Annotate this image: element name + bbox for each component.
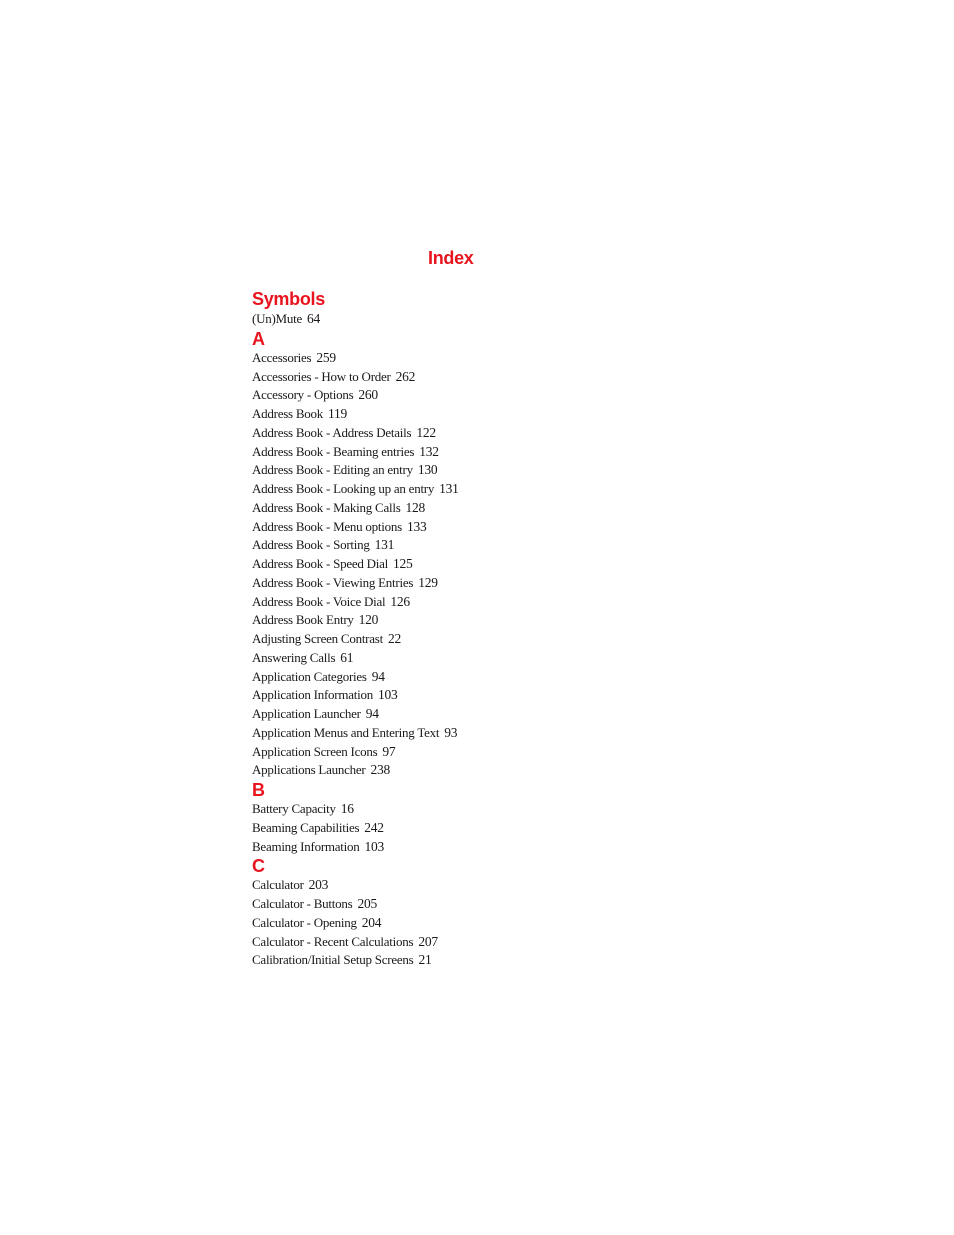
index-entry-term: Application Launcher bbox=[252, 706, 361, 721]
index-entry-term: Address Book - Looking up an entry bbox=[252, 481, 435, 496]
index-entry-term: Accessory - Options bbox=[252, 387, 354, 403]
index-entry-term: Address Book bbox=[252, 406, 324, 421]
index-entry bbox=[252, 914, 672, 933]
index-section-b bbox=[252, 780, 672, 856]
section-heading: B bbox=[252, 780, 265, 800]
index-entry bbox=[252, 593, 672, 612]
index-entry bbox=[252, 499, 672, 518]
index-entry-page: 238 bbox=[370, 762, 391, 778]
index-entry bbox=[252, 349, 672, 368]
index-entry bbox=[252, 424, 672, 443]
index-entry-term: Address Book - Voice Dial bbox=[252, 593, 386, 609]
index-entry-page: 122 bbox=[416, 424, 436, 440]
index-entry bbox=[252, 951, 672, 970]
index-entry-term: Address Book Entry bbox=[252, 612, 354, 628]
index-entry-term: Beaming Capabilities bbox=[252, 819, 360, 835]
index-entry-page: 94 bbox=[371, 668, 385, 684]
index-entry-term: Address Book - Viewing Entries bbox=[252, 574, 414, 590]
index-entry bbox=[252, 819, 672, 838]
index-entry-term: Calculator - Buttons bbox=[252, 896, 353, 911]
index-entry-term: Address Book - Menu options bbox=[252, 518, 402, 534]
index-section-a bbox=[252, 329, 672, 780]
index-entry bbox=[252, 761, 672, 780]
page-title: Index bbox=[428, 248, 474, 268]
index-entry-page: 203 bbox=[308, 877, 329, 893]
index-entry bbox=[252, 443, 672, 462]
index-entry bbox=[252, 705, 672, 724]
section-heading: A bbox=[252, 328, 265, 349]
index-entry bbox=[252, 480, 672, 499]
index-entry bbox=[252, 743, 672, 762]
index-entry-page: 97 bbox=[382, 743, 396, 759]
index-entry bbox=[252, 536, 672, 555]
index-entry-page: 205 bbox=[357, 896, 377, 911]
index-entry-term: Applications Launcher bbox=[252, 762, 366, 778]
index-entry-page: 21 bbox=[418, 952, 432, 968]
index-entry-page: 103 bbox=[377, 687, 398, 703]
index-entry-page: 125 bbox=[393, 556, 413, 571]
index-entry-page: 93 bbox=[444, 724, 458, 740]
index-entry bbox=[252, 686, 672, 705]
index-entry bbox=[252, 310, 672, 329]
index-entry bbox=[252, 368, 672, 387]
index-entry-page: 126 bbox=[390, 593, 410, 609]
index-entry-term: Address Book - Beaming entries bbox=[252, 443, 415, 459]
index-entry-term: Calculator bbox=[252, 877, 304, 893]
index-entry-term: Beaming Information bbox=[252, 838, 360, 854]
index-entry bbox=[252, 724, 672, 743]
index-entry-page: 61 bbox=[340, 649, 354, 665]
index-entry bbox=[252, 518, 672, 537]
index-list bbox=[252, 288, 672, 970]
section-heading: Symbols bbox=[252, 289, 325, 309]
index-entry-page: 130 bbox=[417, 462, 438, 478]
index-entry-page: 207 bbox=[418, 933, 438, 949]
index-entry-term: Calibration/Initial Setup Screens bbox=[252, 952, 414, 968]
index-entry-term: Address Book - Sorting bbox=[252, 537, 370, 553]
index-entry bbox=[252, 933, 672, 952]
index-entry-term: Application Information bbox=[252, 687, 373, 703]
index-entry-page: 129 bbox=[418, 574, 438, 590]
index-entry-term: Address Book - Speed Dial bbox=[252, 556, 389, 571]
index-entry-page: 103 bbox=[364, 838, 385, 854]
index-entry-term: Application Categories bbox=[252, 668, 367, 684]
index-entry-page: 16 bbox=[340, 801, 354, 816]
index-entry bbox=[252, 800, 672, 819]
index-entry-term: Address Book - Making Calls bbox=[252, 499, 401, 515]
index-entry bbox=[252, 386, 672, 405]
index-entry-term: Accessories - How to Order bbox=[252, 368, 391, 384]
index-entry bbox=[252, 630, 672, 649]
index-entry bbox=[252, 649, 672, 668]
index-entry-term: Calculator - Opening bbox=[252, 914, 357, 930]
index-entry bbox=[252, 838, 672, 857]
index-entry bbox=[252, 555, 672, 574]
index-entry-term: Application Screen Icons bbox=[252, 743, 378, 759]
index-entry bbox=[252, 405, 672, 424]
index-entry-term: (Un)Mute bbox=[252, 311, 302, 326]
index-entry-page: 120 bbox=[358, 612, 379, 628]
index-entry-page: 22 bbox=[387, 631, 401, 646]
index-entry-page: 133 bbox=[406, 518, 427, 534]
index-entry-page: 64 bbox=[307, 311, 320, 326]
index-entry-page: 260 bbox=[358, 387, 378, 403]
index-entry-page: 204 bbox=[361, 914, 382, 930]
index-entry-page: 132 bbox=[419, 443, 439, 459]
index-entry bbox=[252, 611, 672, 630]
index-entry bbox=[252, 668, 672, 687]
index-entry-term: Address Book - Address Details bbox=[252, 424, 412, 440]
index-entry-page: 262 bbox=[395, 368, 416, 384]
index-entry-term: Accessories bbox=[252, 349, 312, 365]
index-entry-term: Adjusting Screen Contrast bbox=[252, 631, 383, 646]
section-heading: C bbox=[252, 856, 265, 877]
index-section-symbols bbox=[252, 288, 672, 329]
index-entry bbox=[252, 574, 672, 593]
index-entry-term: Calculator - Recent Calculations bbox=[252, 933, 414, 949]
index-entry bbox=[252, 876, 672, 895]
index-entry-page: 128 bbox=[405, 499, 426, 515]
index-section-c bbox=[252, 856, 672, 970]
index-entry bbox=[252, 895, 672, 914]
index-entry-page: 119 bbox=[328, 406, 348, 421]
index-entry-page: 94 bbox=[365, 706, 379, 721]
index-entry-term: Application Menus and Entering Text bbox=[252, 724, 440, 740]
index-entry-page: 131 bbox=[374, 537, 395, 553]
index-entry-term: Address Book - Editing an entry bbox=[252, 462, 413, 478]
index-entry-page: 259 bbox=[316, 349, 336, 365]
index-entry-page: 131 bbox=[439, 481, 459, 496]
index-entry bbox=[252, 461, 672, 480]
index-entry-page: 242 bbox=[364, 819, 384, 835]
index-entry-term: Answering Calls bbox=[252, 649, 336, 665]
index-entry-term: Battery Capacity bbox=[252, 801, 336, 816]
